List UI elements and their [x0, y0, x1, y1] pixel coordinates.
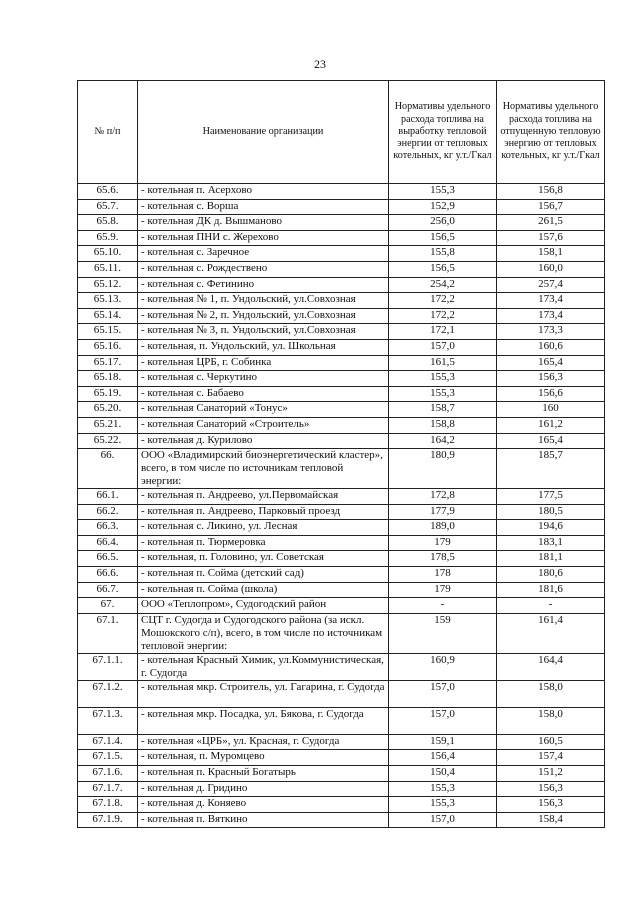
- organization-name-cell: - котельная д. Гридино: [138, 781, 389, 797]
- row-number-cell: 66.4.: [78, 535, 138, 551]
- norm-production-cell: 160,9: [389, 653, 497, 680]
- table-row: [78, 417, 605, 433]
- organization-name-cell: - котельная п. Асерхово: [138, 184, 389, 200]
- norm-production-cell: 157,0: [389, 680, 497, 707]
- norm-supplied-cell: 164,4: [497, 653, 605, 680]
- organization-name-cell: - котельная с. Заречное: [138, 246, 389, 262]
- table-row: [78, 734, 605, 750]
- table-row: [78, 184, 605, 200]
- table-row: [78, 261, 605, 277]
- row-number-cell: 66.: [78, 449, 138, 489]
- header-norm-production: Нормативы удельного расхода топлива на выработку тепловой энергии от тепловых котельных, кг у.т./Гкал: [389, 81, 497, 184]
- row-number-cell: 66.3.: [78, 520, 138, 536]
- row-number-cell: 67.1.8.: [78, 797, 138, 813]
- row-number-cell: 65.6.: [78, 184, 138, 200]
- norm-production-cell: 189,0: [389, 520, 497, 536]
- norm-supplied-cell: 181,6: [497, 582, 605, 598]
- organization-name-cell: - котельная с. Ворша: [138, 199, 389, 215]
- table-row: [78, 781, 605, 797]
- norm-supplied-cell: 183,1: [497, 535, 605, 551]
- row-number-cell: 67.1.9.: [78, 812, 138, 828]
- table-row: [78, 812, 605, 828]
- row-number-cell: 66.6.: [78, 567, 138, 583]
- row-number-cell: 65.20.: [78, 402, 138, 418]
- table-row: [78, 324, 605, 340]
- norm-supplied-cell: 165,4: [497, 355, 605, 371]
- table-row: [78, 386, 605, 402]
- row-number-cell: 67.1.3.: [78, 707, 138, 734]
- norm-supplied-cell: 161,2: [497, 417, 605, 433]
- organization-name-cell: ООО «Теплопром», Судогодский район: [138, 598, 389, 614]
- organization-name-cell: - котельная «ЦРБ», ул. Красная, г. Судогда: [138, 734, 389, 750]
- norm-production-cell: -: [389, 598, 497, 614]
- norm-supplied-cell: 185,7: [497, 449, 605, 489]
- organization-name-cell: - котельная ДК д. Вышманово: [138, 215, 389, 231]
- organization-name-cell: - котельная, п. Ундольский, ул. Школьная: [138, 339, 389, 355]
- organization-name-cell: - котельная ЦРБ, г. Собинка: [138, 355, 389, 371]
- row-number-cell: 67.1.4.: [78, 734, 138, 750]
- norm-production-cell: 155,8: [389, 246, 497, 262]
- table-row: [78, 653, 605, 680]
- table-row: [78, 489, 605, 505]
- norm-production-cell: 158,7: [389, 402, 497, 418]
- organization-name-cell: - котельная д. Коняево: [138, 797, 389, 813]
- table-row: [78, 355, 605, 371]
- table-row: [78, 535, 605, 551]
- norm-supplied-cell: 181,1: [497, 551, 605, 567]
- row-number-cell: 65.8.: [78, 215, 138, 231]
- norm-supplied-cell: 257,4: [497, 277, 605, 293]
- norm-supplied-cell: 173,3: [497, 324, 605, 340]
- table-row: [78, 199, 605, 215]
- norm-supplied-cell: 161,4: [497, 613, 605, 653]
- norm-production-cell: 157,0: [389, 812, 497, 828]
- page-number: 23: [314, 57, 326, 71]
- organization-name-cell: - котельная п. Сойма (школа): [138, 582, 389, 598]
- row-number-cell: 65.22.: [78, 433, 138, 449]
- norm-production-cell: 178: [389, 567, 497, 583]
- norm-supplied-cell: 160,5: [497, 734, 605, 750]
- norm-supplied-cell: 158,4: [497, 812, 605, 828]
- row-number-cell: 67.1.5.: [78, 750, 138, 766]
- norm-production-cell: 179: [389, 535, 497, 551]
- norm-production-cell: 254,2: [389, 277, 497, 293]
- norm-production-cell: 177,9: [389, 504, 497, 520]
- norm-supplied-cell: 157,4: [497, 750, 605, 766]
- organization-name-cell: - котельная, п. Головино, ул. Советская: [138, 551, 389, 567]
- organization-name-cell: - котельная п. Вяткино: [138, 812, 389, 828]
- organization-name-cell: - котельная № 2, п. Ундольский, ул.Совхозная: [138, 308, 389, 324]
- organization-name-cell: - котельная с. Бабаево: [138, 386, 389, 402]
- norm-production-cell: 155,3: [389, 781, 497, 797]
- norm-production-cell: 155,3: [389, 371, 497, 387]
- norm-supplied-cell: 194,6: [497, 520, 605, 536]
- organization-name-cell: ООО «Владимирский биоэнергетический кластер», всего, в том числе по источникам тепловой энергии:: [138, 449, 389, 489]
- table-row: [78, 433, 605, 449]
- row-number-cell: 67.1.7.: [78, 781, 138, 797]
- organization-name-cell: - котельная с. Черкутино: [138, 371, 389, 387]
- table-row: [78, 371, 605, 387]
- norm-production-cell: 150,4: [389, 766, 497, 782]
- norm-supplied-cell: 157,6: [497, 230, 605, 246]
- norm-production-cell: 158,8: [389, 417, 497, 433]
- table-row: [78, 293, 605, 309]
- norm-production-cell: 172,8: [389, 489, 497, 505]
- norm-supplied-cell: 156,8: [497, 184, 605, 200]
- table-header-row: [78, 81, 605, 184]
- table-row: [78, 766, 605, 782]
- row-number-cell: 66.5.: [78, 551, 138, 567]
- table-row: [78, 230, 605, 246]
- row-number-cell: 66.2.: [78, 504, 138, 520]
- norm-production-cell: 157,0: [389, 707, 497, 734]
- norm-production-cell: 159: [389, 613, 497, 653]
- organization-name-cell: - котельная Красный Химик, ул.Коммунистическая, г. Судогда: [138, 653, 389, 680]
- norm-supplied-cell: 160,0: [497, 261, 605, 277]
- row-number-cell: 65.13.: [78, 293, 138, 309]
- norm-supplied-cell: 158,0: [497, 707, 605, 734]
- organization-name-cell: - котельная № 3, п. Ундольский, ул.Совхозная: [138, 324, 389, 340]
- table-row: [78, 567, 605, 583]
- norm-supplied-cell: 151,2: [497, 766, 605, 782]
- fuel-norms-table: [77, 80, 605, 828]
- norm-production-cell: 172,2: [389, 293, 497, 309]
- row-number-cell: 65.7.: [78, 199, 138, 215]
- row-number-cell: 65.12.: [78, 277, 138, 293]
- norm-supplied-cell: 180,5: [497, 504, 605, 520]
- norm-supplied-cell: 160,6: [497, 339, 605, 355]
- norm-supplied-cell: 261,5: [497, 215, 605, 231]
- organization-name-cell: - котельная, п. Муромцево: [138, 750, 389, 766]
- row-number-cell: 65.17.: [78, 355, 138, 371]
- table-row: [78, 707, 605, 734]
- organization-name-cell: - котельная с. Ликино, ул. Лесная: [138, 520, 389, 536]
- norm-production-cell: 180,9: [389, 449, 497, 489]
- norm-production-cell: 155,3: [389, 184, 497, 200]
- norm-production-cell: 159,1: [389, 734, 497, 750]
- table-row: [78, 797, 605, 813]
- organization-name-cell: СЦТ г. Судогда и Судогодского района (за искл. Мошокского с/п), всего, в том числе по источникам тепловой энергии:: [138, 613, 389, 653]
- table-row: [78, 551, 605, 567]
- table-row: [78, 520, 605, 536]
- table-row: [78, 449, 605, 489]
- organization-name-cell: - котельная с. Рождествено: [138, 261, 389, 277]
- table-row: [78, 680, 605, 707]
- norm-production-cell: 156,4: [389, 750, 497, 766]
- norm-production-cell: 152,9: [389, 199, 497, 215]
- row-number-cell: 65.18.: [78, 371, 138, 387]
- norm-production-cell: 178,5: [389, 551, 497, 567]
- organization-name-cell: - котельная ПНИ с. Жерехово: [138, 230, 389, 246]
- organization-name-cell: - котельная Санаторий «Тонус»: [138, 402, 389, 418]
- row-number-cell: 65.9.: [78, 230, 138, 246]
- organization-name-cell: - котельная п. Красный Богатырь: [138, 766, 389, 782]
- table-row: [78, 582, 605, 598]
- norm-supplied-cell: 156,3: [497, 797, 605, 813]
- norm-production-cell: 164,2: [389, 433, 497, 449]
- organization-name-cell: - котельная п. Андреево, Парковый проезд: [138, 504, 389, 520]
- table-row: [78, 277, 605, 293]
- row-number-cell: 65.16.: [78, 339, 138, 355]
- table-row: [78, 308, 605, 324]
- organization-name-cell: - котельная д. Курилово: [138, 433, 389, 449]
- norm-production-cell: 172,1: [389, 324, 497, 340]
- row-number-cell: 67.1.6.: [78, 766, 138, 782]
- header-number: № п/п: [78, 81, 138, 184]
- organization-name-cell: - котельная п. Тюрмеровка: [138, 535, 389, 551]
- norm-supplied-cell: -: [497, 598, 605, 614]
- norm-production-cell: 157,0: [389, 339, 497, 355]
- organization-name-cell: - котельная № 1, п. Ундольский, ул.Совхозная: [138, 293, 389, 309]
- row-number-cell: 66.7.: [78, 582, 138, 598]
- row-number-cell: 65.10.: [78, 246, 138, 262]
- row-number-cell: 67.1.1.: [78, 653, 138, 680]
- row-number-cell: 65.14.: [78, 308, 138, 324]
- norm-production-cell: 155,3: [389, 386, 497, 402]
- norm-supplied-cell: 156,6: [497, 386, 605, 402]
- organization-name-cell: - котельная Санаторий «Строитель»: [138, 417, 389, 433]
- norm-supplied-cell: 180,6: [497, 567, 605, 583]
- table-row: [78, 246, 605, 262]
- table-row: [78, 339, 605, 355]
- norm-supplied-cell: 158,0: [497, 680, 605, 707]
- row-number-cell: 67.: [78, 598, 138, 614]
- table-row: [78, 598, 605, 614]
- norm-supplied-cell: 177,5: [497, 489, 605, 505]
- norm-production-cell: 172,2: [389, 308, 497, 324]
- norm-supplied-cell: 173,4: [497, 293, 605, 309]
- norm-production-cell: 156,5: [389, 230, 497, 246]
- norm-production-cell: 256,0: [389, 215, 497, 231]
- norm-supplied-cell: 156,3: [497, 371, 605, 387]
- row-number-cell: 65.15.: [78, 324, 138, 340]
- header-norm-supplied: Нормативы удельного расхода топлива на отпущенную тепловую энергию от тепловых котельных, кг у.т./Гкал: [497, 81, 605, 184]
- norm-supplied-cell: 165,4: [497, 433, 605, 449]
- row-number-cell: 65.19.: [78, 386, 138, 402]
- norm-supplied-cell: 173,4: [497, 308, 605, 324]
- table-row: [78, 504, 605, 520]
- organization-name-cell: - котельная п. Андреево, ул.Первомайская: [138, 489, 389, 505]
- row-number-cell: 67.1.2.: [78, 680, 138, 707]
- row-number-cell: 65.21.: [78, 417, 138, 433]
- norm-production-cell: 156,5: [389, 261, 497, 277]
- norm-supplied-cell: 156,7: [497, 199, 605, 215]
- norm-production-cell: 179: [389, 582, 497, 598]
- norm-production-cell: 155,3: [389, 797, 497, 813]
- header-organization: Наименование организации: [138, 81, 389, 184]
- organization-name-cell: - котельная мкр. Строитель, ул. Гагарина, г. Судогда: [138, 680, 389, 707]
- table-row: [78, 215, 605, 231]
- organization-name-cell: - котельная с. Фетинино: [138, 277, 389, 293]
- organization-name-cell: - котельная п. Сойма (детский сад): [138, 567, 389, 583]
- organization-name-cell: - котельная мкр. Посадка, ул. Бякова, г. Судогда: [138, 707, 389, 734]
- norm-supplied-cell: 160: [497, 402, 605, 418]
- row-number-cell: 65.11.: [78, 261, 138, 277]
- norm-supplied-cell: 158,1: [497, 246, 605, 262]
- row-number-cell: 67.1.: [78, 613, 138, 653]
- row-number-cell: 66.1.: [78, 489, 138, 505]
- table-row: [78, 613, 605, 653]
- norm-production-cell: 161,5: [389, 355, 497, 371]
- table-row: [78, 750, 605, 766]
- table-row: [78, 402, 605, 418]
- norm-supplied-cell: 156,3: [497, 781, 605, 797]
